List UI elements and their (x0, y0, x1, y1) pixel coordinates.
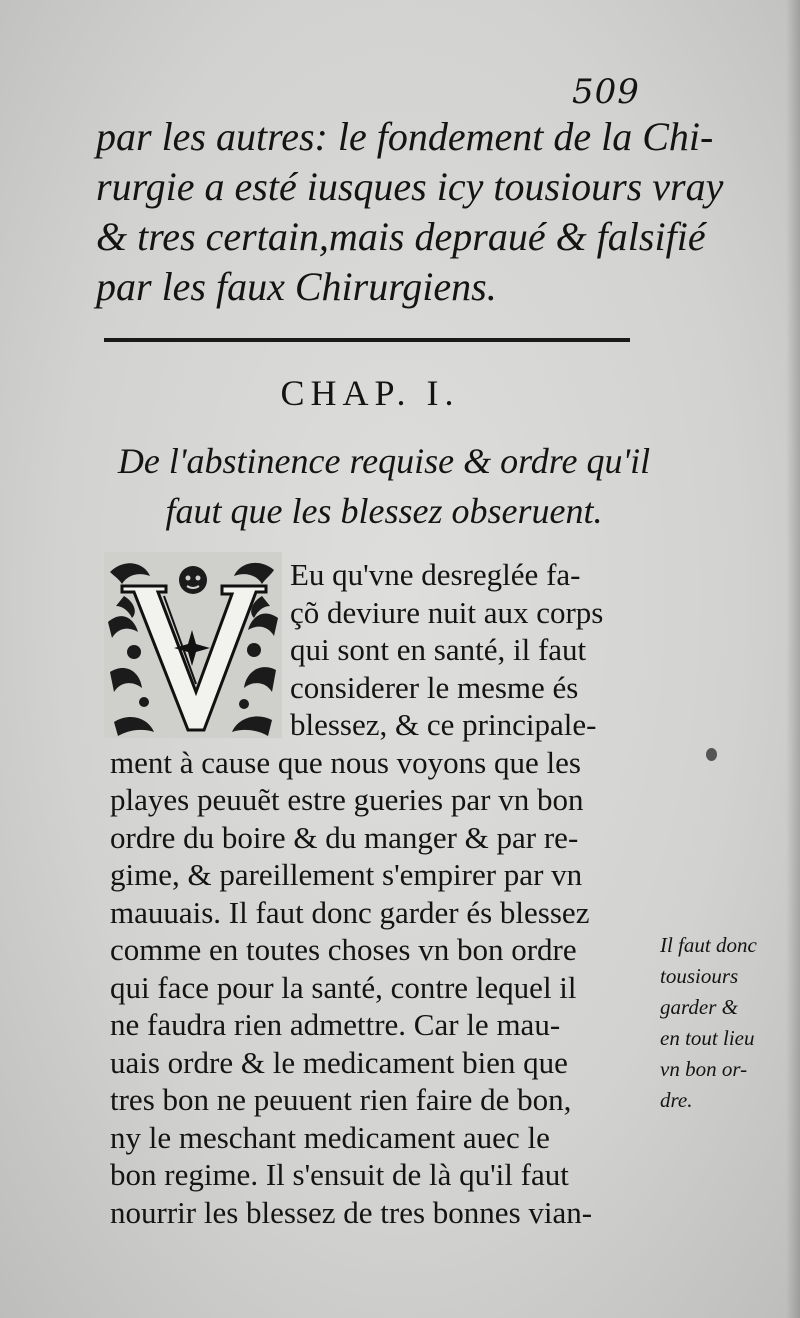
intro-line: rurgie a esté iusques icy tousiours vray (96, 164, 724, 209)
intro-line: & tres certain,mais depraué & falsifié (96, 214, 706, 259)
margin-note-line: vn bon or- (660, 1057, 748, 1081)
margin-note-line: tousiours (660, 964, 739, 988)
margin-note-line: garder & (660, 995, 738, 1019)
margin-note-line: Il faut donc (660, 933, 757, 957)
page-number: 509 (572, 72, 640, 112)
margin-note-line: en tout lieu (660, 1026, 755, 1050)
body-line: uais ordre & le medicament bien que (110, 1044, 568, 1080)
chapter-heading: CHAP. I. (280, 373, 460, 413)
intro-paragraph (96, 112, 724, 312)
intro-line: par les autres: le fondement de la Chi- (96, 114, 714, 159)
margin-note (660, 930, 795, 1116)
body-line: nourrir les blessez de tres bonnes vian- (110, 1194, 593, 1230)
body-line: çõ deviure nuit aux corps (290, 594, 604, 630)
body-line: qui sont en santé, il faut (290, 632, 587, 667)
body-line: ordre du boire & du manger & par re- (110, 819, 579, 855)
margin-note-line: dre. (660, 1088, 693, 1112)
body-line: ment à cause que nous voyons que les (110, 744, 581, 780)
body-line: qui face pour la santé, contre lequel il (110, 969, 577, 1005)
body-line: ny le meschant medicament auec le (110, 1119, 550, 1155)
body-line: playes peuuẽt estre gueries par vn bon (110, 782, 584, 817)
intro-line: par les faux Chirurgiens. (96, 264, 497, 309)
ink-spot (706, 748, 717, 761)
horizontal-rule (104, 338, 630, 342)
page-edge-shadow (786, 0, 800, 1318)
subtitle-line: faut que les blessez obseruent. (165, 491, 603, 531)
body-line: blessez, & ce principale- (290, 707, 597, 742)
body-line: bon regime. Il s'ensuit de là qu'il faut (110, 1157, 569, 1192)
body-line: ne faudra rien admettre. Car le mau- (110, 1007, 561, 1042)
chapter-subtitle (104, 436, 664, 536)
chapter-body (110, 556, 650, 1231)
body-line: comme en toutes choses vn bon ordre (110, 932, 577, 967)
body-line: tres bon ne peuuent rien faire de bon, (110, 1082, 572, 1117)
body-line: mauuais. Il faut donc garder és blessez (110, 894, 590, 930)
body-line: Eu qu'vne desreglée fa- (290, 557, 581, 592)
body-line: gime, & pareillement s'empirer par vn (110, 857, 583, 892)
subtitle-line: De l'abstinence requise & ordre qu'il (117, 441, 651, 481)
body-line: considerer le mesme és (290, 669, 579, 705)
